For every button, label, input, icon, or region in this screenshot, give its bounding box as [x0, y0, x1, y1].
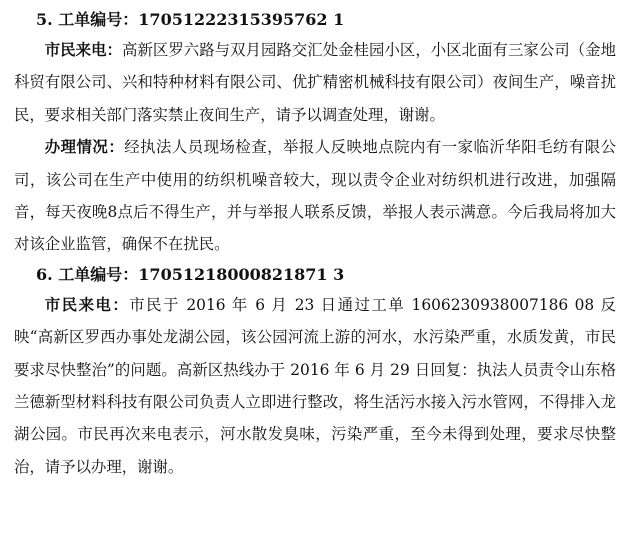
citizen-call-label: 市民来电：: [44, 295, 130, 314]
work-order-id: 17051222315395762 1: [138, 10, 345, 29]
work-order-number: 6.: [36, 264, 53, 284]
work-order-heading: [14, 6, 616, 34]
citizen-call-label: 市民来电：: [44, 41, 122, 59]
handling-label: 办理情况：: [44, 138, 125, 157]
citizen-call-text: 市民于 2016 年 6 月 23 日通过工单 1606230938007186 08 反映“高新区罗西办事处龙湖公园，该公园河流上游的河水，水污染严重，水质发黄，市民要求尽快整治”的问题。高新区热线办于 2016 年 6 月 29 日回复：执法人员责令山东格兰德新型材料科技有限公司负责人立即进行整改，将生活污水接入污水管网，不得排入龙湖公园。市民再次来电表示，河水散发臭味，污染严重，至今未得到处理，要求尽快整治，请予以办理，谢谢。: [14, 295, 616, 476]
work-order-6: [14, 261, 616, 483]
citizen-call-text: 高新区罗六路与双月园路交汇处金桂园小区，小区北面有三家公司（金地科贸有限公司、兴和特种材料有限公司、优扩精密机械科技有限公司）夜间生产，噪音扰民，要求相关部门落实禁止夜间生产，请予以调查处理，谢谢。: [14, 41, 616, 124]
work-order-id: 17051218000821871 3: [138, 264, 345, 284]
work-order-label: 工单编号：: [58, 264, 139, 284]
work-order-5: [14, 6, 616, 261]
work-order-label: 工单编号：: [58, 10, 139, 29]
handling-text: 经执法人员现场检查，举报人反映地点院内有一家临沂华阳毛纺有限公司，该公司在生产中使用的纺织机噪音较大，现以责令企业对纺织机进行改进，加强隔音，每天夜晚8点后不得生产，并与举报人联系反馈，举报人表示满意。今后我局将加大对该企业监管，确保不在扰民。: [14, 138, 616, 254]
handling-paragraph: [14, 131, 616, 261]
citizen-call-paragraph: [14, 34, 616, 131]
work-order-heading: [14, 261, 616, 289]
citizen-call-paragraph: [14, 289, 616, 483]
work-order-number: 5.: [36, 10, 53, 29]
